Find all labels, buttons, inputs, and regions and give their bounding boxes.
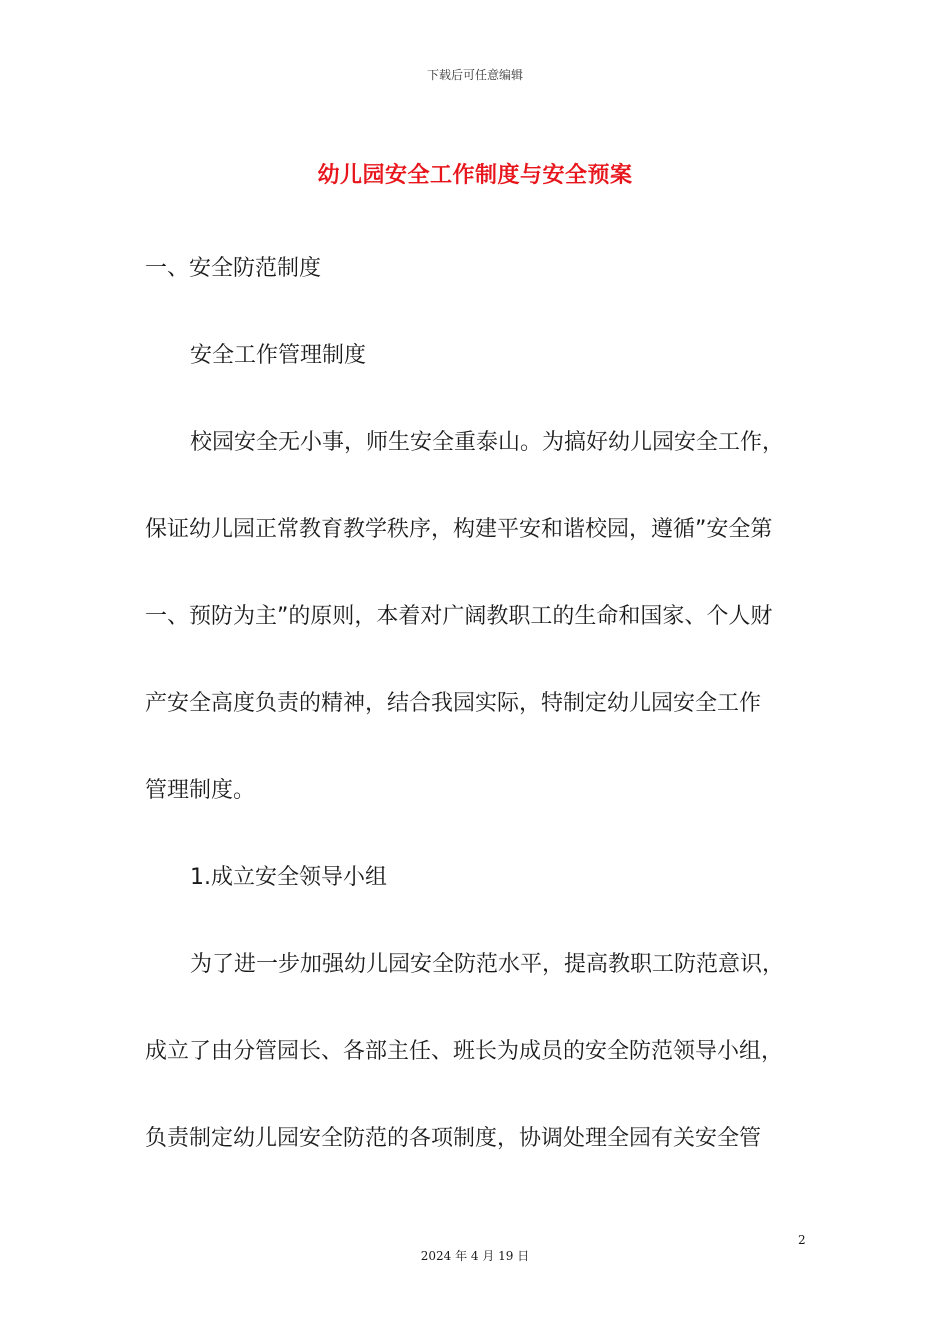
paragraph-line: 负责制定幼儿园安全防范的各项制度，协调处理全园有关安全管 xyxy=(145,1126,762,1151)
paragraph-line: 保证幼儿园正常教育教学秩序，构建平安和谐校园，遵循”安全第 xyxy=(145,517,773,542)
section-heading: 一、安全防范制度 xyxy=(145,256,322,281)
paragraph-line: 成立了由分管园长、各部主任、班长为成员的安全防范领导小组， xyxy=(145,1039,784,1064)
paragraph-line: 一、预防为主”的原则，本着对广阔教职工的生命和国家、个人财 xyxy=(145,604,773,629)
paragraph-line: 校园安全无小事，师生安全重泰山。为搞好幼儿园安全工作， xyxy=(190,430,785,455)
paragraph-line: 产安全高度负责的精神，结合我园实际，特制定幼儿园安全工作 xyxy=(145,691,762,716)
header-note: 下载后可任意编辑 xyxy=(426,68,523,82)
subsection-heading: 安全工作管理制度 xyxy=(190,343,367,368)
paragraph-line: 管理制度。 xyxy=(145,778,256,803)
item-heading: 1.成立安全领导小组 xyxy=(190,865,387,890)
document-title: 幼儿园安全工作制度与安全预案 xyxy=(317,163,633,188)
footer-date: 2024 年 4 月 19 日 xyxy=(420,1249,530,1263)
page-number: 2 xyxy=(798,1233,806,1247)
paragraph-line: 为了进一步加强幼儿园安全防范水平，提高教职工防范意识， xyxy=(190,952,785,977)
